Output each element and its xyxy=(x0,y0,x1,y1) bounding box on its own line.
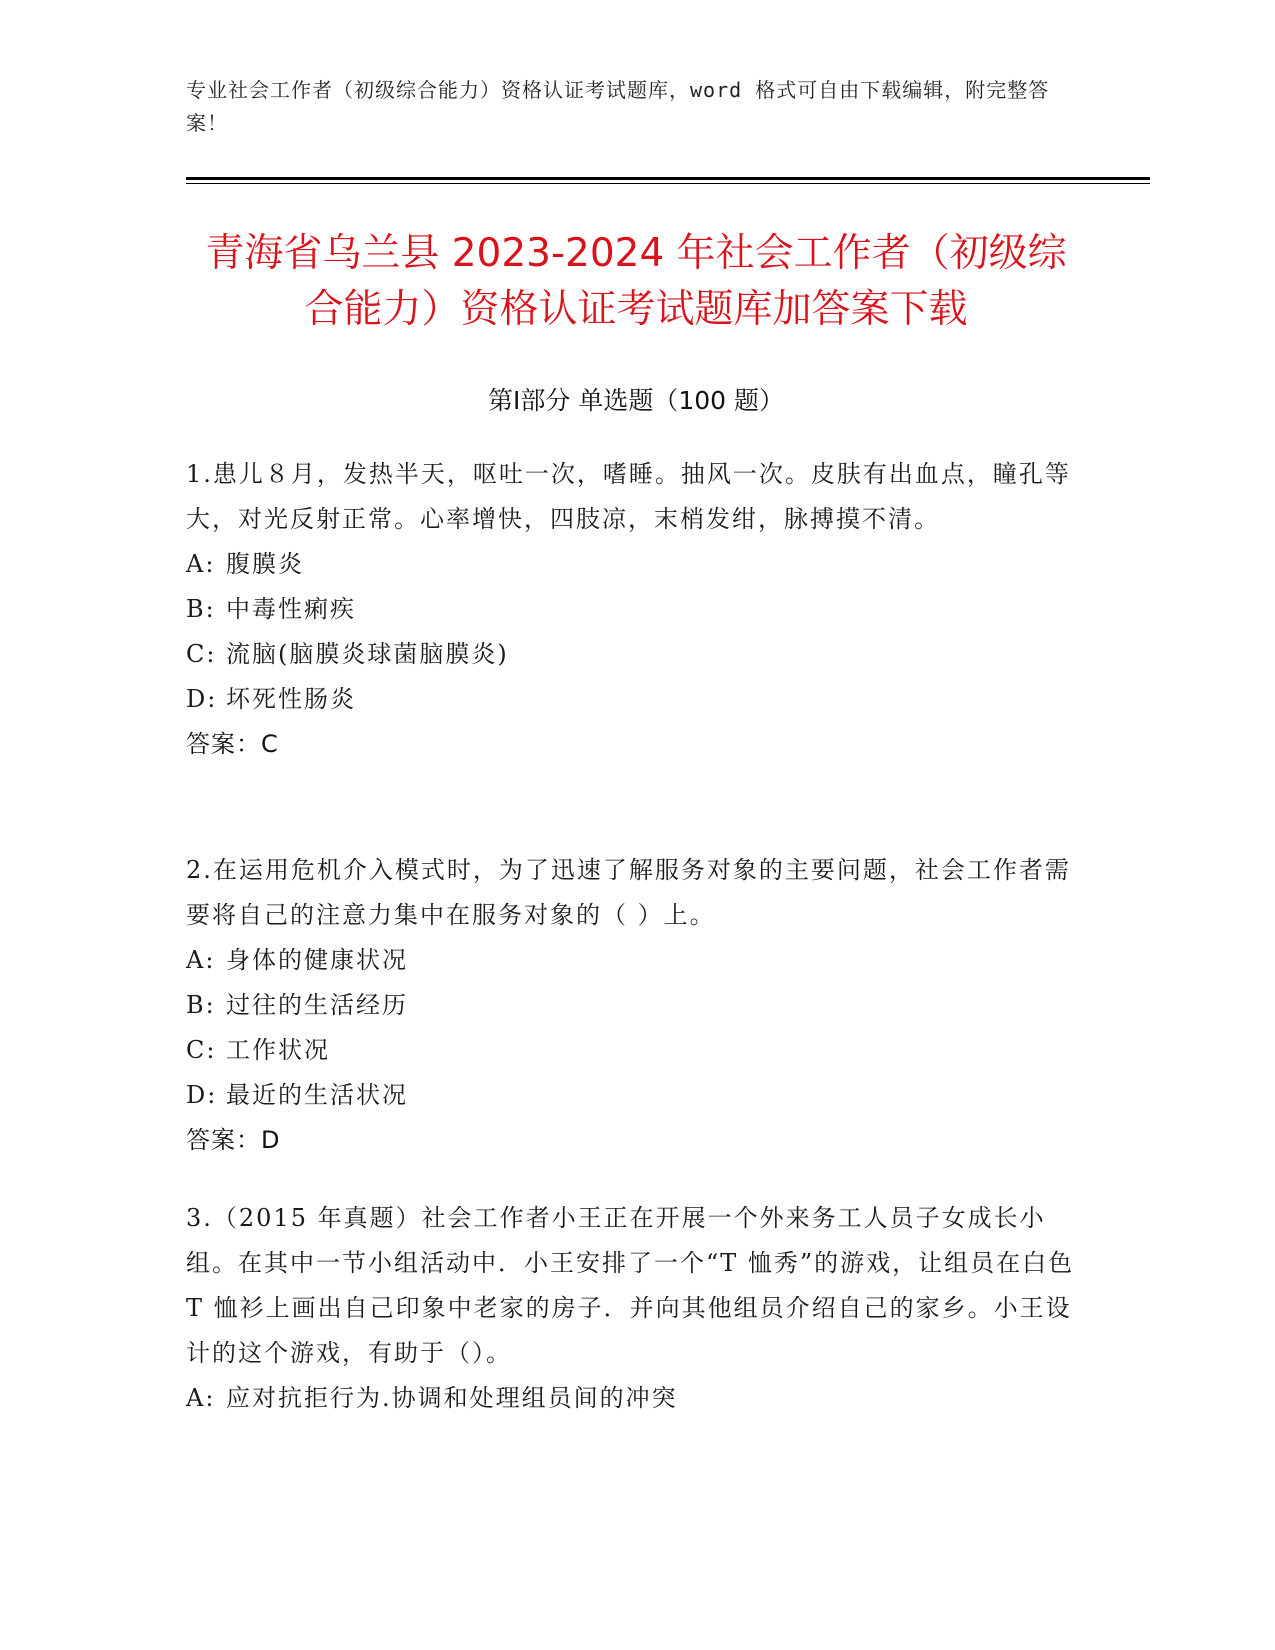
question-3 xyxy=(186,1196,1076,1421)
option-letter: A: xyxy=(186,1384,216,1412)
option-b xyxy=(186,587,1076,632)
option-text: 工作状况 xyxy=(226,1036,330,1064)
answer-line: 答案：D xyxy=(186,1126,281,1154)
option-letter: D: xyxy=(186,685,218,713)
option-a xyxy=(186,1376,1076,1421)
option-text: 腹膜炎 xyxy=(226,550,304,578)
section-title: 第Ⅰ部分 单选题（100 题） xyxy=(488,386,784,415)
question-1 xyxy=(186,452,1076,767)
option-text: 过往的生活经历 xyxy=(226,991,408,1019)
option-text: 中毒性痢疾 xyxy=(226,595,356,623)
option-c xyxy=(186,1028,1076,1073)
option-letter: C: xyxy=(186,1036,217,1064)
header-divider-thin xyxy=(186,183,1150,184)
option-text: 身体的健康状况 xyxy=(226,946,408,974)
option-letter: B: xyxy=(186,595,216,623)
option-d xyxy=(186,677,1076,722)
option-a xyxy=(186,542,1076,587)
question-stem: 3.（2015 年真题）社会工作者小王正在开展一个外来务工人员子女成长小组。在其中一节小组活动中．小王安排了一个“T 恤秀”的游戏，让组员在白色 T 恤衫上画出自己印象中老家的房子．并向其他组员介绍自己的家乡。小王设计的这个游戏，有助于（）。 xyxy=(186,1204,1075,1367)
answer-line: 答案：C xyxy=(186,730,279,758)
option-d xyxy=(186,1073,1076,1118)
option-b xyxy=(186,983,1076,1028)
option-letter: B: xyxy=(186,991,216,1019)
header-note: 专业社会工作者（初级综合能力）资格认证考试题库，word 格式可自由下载编辑，附完整答案！ xyxy=(186,78,1050,135)
option-letter: A: xyxy=(186,550,216,578)
question-2 xyxy=(186,848,1076,1163)
option-c xyxy=(186,632,1076,677)
question-stem: 2.在运用危机介入模式时，为了迅速了解服务对象的主要问题，社会工作者需要将自己的注意力集中在服务对象的（ ）上。 xyxy=(186,856,1071,929)
header-divider-thick xyxy=(186,177,1150,180)
option-letter: C: xyxy=(186,640,217,668)
option-text: 最近的生活状况 xyxy=(226,1081,408,1109)
option-text: 应对抗拒行为.协调和处理组员间的冲突 xyxy=(226,1384,678,1412)
option-letter: A: xyxy=(186,946,216,974)
option-text: 坏死性肠炎 xyxy=(226,685,356,713)
option-a xyxy=(186,938,1076,983)
option-letter: D: xyxy=(186,1081,218,1109)
document-title: 青海省乌兰县 2023-2024 年社会工作者（初级综合能力）资格认证考试题库加答案下载 xyxy=(205,231,1067,332)
option-text: 流脑(脑膜炎球菌脑膜炎) xyxy=(226,640,509,668)
question-stem: 1.患儿８月，发热半天，呕吐一次，嗜睡。抽风一次。皮肤有出血点，瞳孔等大，对光反射正常。心率增快，四肢凉，末梢发绀，脉搏摸不清。 xyxy=(186,460,1071,533)
